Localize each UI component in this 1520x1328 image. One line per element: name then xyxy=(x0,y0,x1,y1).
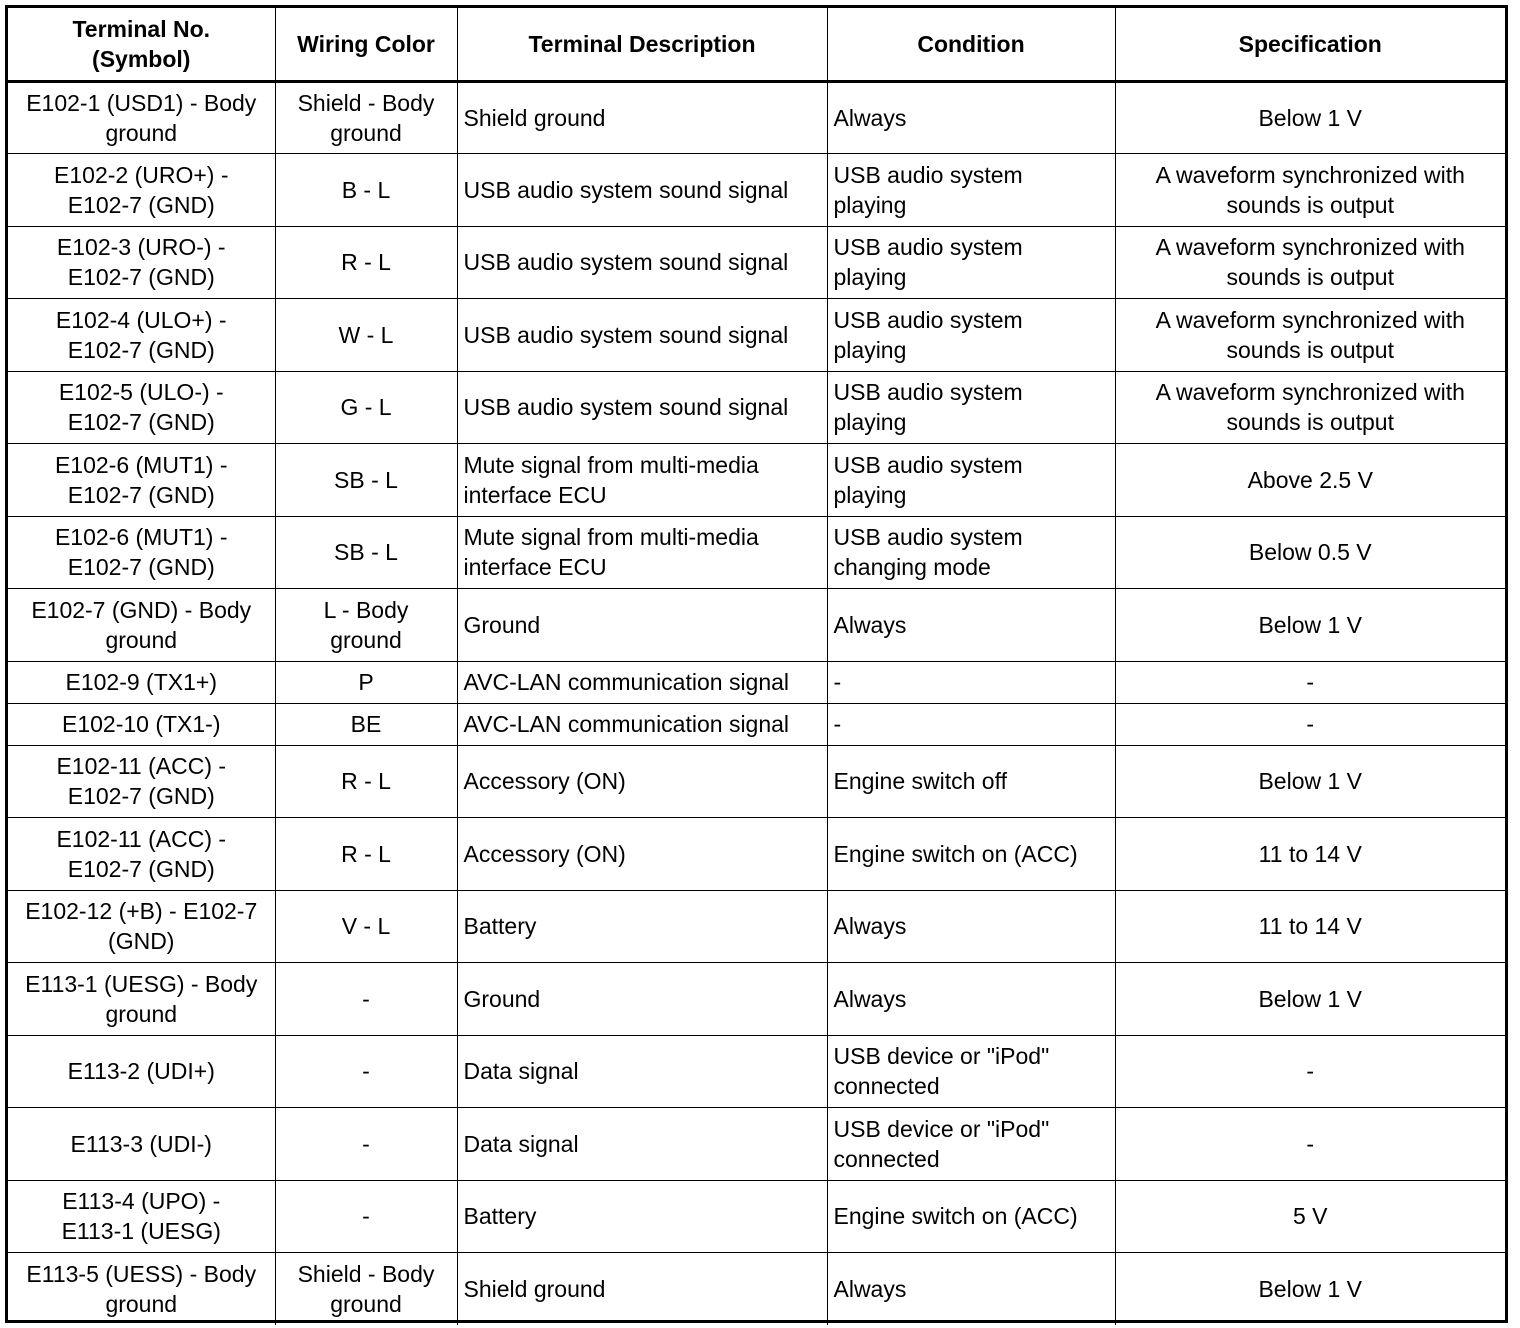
cell-terminal-description: USB audio system sound signal xyxy=(457,226,827,299)
cell-specification: - xyxy=(1115,1035,1505,1108)
cell-condition: USB audio system playing xyxy=(827,226,1115,299)
cell-specification: - xyxy=(1115,661,1505,703)
table-row xyxy=(8,745,1505,818)
table-row xyxy=(8,1108,1505,1181)
cell-terminal: E102-7 (GND) - Body ground xyxy=(8,589,275,662)
cell-terminal: E113-1 (UESG) - Body ground xyxy=(8,963,275,1036)
cell-terminal: E102-10 (TX1-) xyxy=(8,703,275,745)
table-row xyxy=(8,444,1505,517)
cell-terminal-description: Accessory (ON) xyxy=(457,745,827,818)
cell-condition: USB audio system playing xyxy=(827,299,1115,372)
cell-terminal-description: Battery xyxy=(457,1180,827,1253)
cell-condition: Engine switch on (ACC) xyxy=(827,1180,1115,1253)
cell-terminal-description: Shield ground xyxy=(457,81,827,154)
cell-specification: - xyxy=(1115,1108,1505,1181)
table-row xyxy=(8,1180,1505,1253)
cell-specification: - xyxy=(1115,703,1505,745)
cell-specification: 11 to 14 V xyxy=(1115,890,1505,963)
cell-terminal: E102-4 (ULO+) - E102-7 (GND) xyxy=(8,299,275,372)
cell-condition: Engine switch on (ACC) xyxy=(827,818,1115,891)
cell-specification: Below 1 V xyxy=(1115,745,1505,818)
cell-terminal: E102-11 (ACC) - E102-7 (GND) xyxy=(8,745,275,818)
table-row xyxy=(8,154,1505,227)
table-row xyxy=(8,1035,1505,1108)
cell-terminal: E102-5 (ULO-) - E102-7 (GND) xyxy=(8,371,275,444)
header-specification: Specification xyxy=(1115,8,1505,81)
cell-terminal: E102-6 (MUT1) - E102-7 (GND) xyxy=(8,516,275,589)
cell-terminal: E113-4 (UPO) - E113-1 (UESG) xyxy=(8,1180,275,1253)
cell-terminal-description: Mute signal from multi-media interface ECU xyxy=(457,444,827,517)
table-row xyxy=(8,818,1505,891)
cell-specification: A waveform synchronized with sounds is output xyxy=(1115,154,1505,227)
cell-terminal-description: USB audio system sound signal xyxy=(457,154,827,227)
cell-terminal-description: Mute signal from multi-media interface ECU xyxy=(457,516,827,589)
cell-terminal: E102-1 (USD1) - Body ground xyxy=(8,81,275,154)
cell-terminal-description: AVC-LAN communication signal xyxy=(457,661,827,703)
cell-wiring-color: W - L xyxy=(275,299,457,372)
terminal-table xyxy=(5,5,1508,1323)
cell-wiring-color: BE xyxy=(275,703,457,745)
cell-wiring-color: Shield - Body ground xyxy=(275,81,457,154)
cell-terminal-description: AVC-LAN communication signal xyxy=(457,703,827,745)
cell-specification: 11 to 14 V xyxy=(1115,818,1505,891)
cell-specification: Below 1 V xyxy=(1115,1253,1505,1326)
cell-terminal: E102-12 (+B) - E102-7 (GND) xyxy=(8,890,275,963)
cell-terminal: E113-5 (UESS) - Body ground xyxy=(8,1253,275,1326)
cell-specification: Below 0.5 V xyxy=(1115,516,1505,589)
cell-terminal: E113-3 (UDI-) xyxy=(8,1108,275,1181)
cell-specification: Below 1 V xyxy=(1115,589,1505,662)
cell-condition: Always xyxy=(827,589,1115,662)
table-row xyxy=(8,963,1505,1036)
cell-specification: Above 2.5 V xyxy=(1115,444,1505,517)
terminal-spec-table xyxy=(8,8,1505,1325)
cell-wiring-color: - xyxy=(275,1035,457,1108)
cell-condition: - xyxy=(827,661,1115,703)
cell-terminal-description: Shield ground xyxy=(457,1253,827,1326)
cell-wiring-color: G - L xyxy=(275,371,457,444)
table-row xyxy=(8,299,1505,372)
cell-specification: A waveform synchronized with sounds is output xyxy=(1115,226,1505,299)
table-row xyxy=(8,1253,1505,1326)
cell-terminal: E102-2 (URO+) - E102-7 (GND) xyxy=(8,154,275,227)
cell-condition: Always xyxy=(827,890,1115,963)
cell-condition: - xyxy=(827,703,1115,745)
cell-wiring-color: - xyxy=(275,1108,457,1181)
cell-condition: Always xyxy=(827,81,1115,154)
cell-specification: Below 1 V xyxy=(1115,963,1505,1036)
cell-specification: 5 V xyxy=(1115,1180,1505,1253)
cell-terminal-description: Data signal xyxy=(457,1035,827,1108)
cell-terminal-description: Ground xyxy=(457,589,827,662)
cell-terminal-description: USB audio system sound signal xyxy=(457,371,827,444)
cell-terminal-description: USB audio system sound signal xyxy=(457,299,827,372)
table-header xyxy=(8,8,1505,81)
table-row xyxy=(8,226,1505,299)
cell-wiring-color: SB - L xyxy=(275,444,457,517)
cell-condition: USB device or "iPod" connected xyxy=(827,1108,1115,1181)
header-condition: Condition xyxy=(827,8,1115,81)
cell-wiring-color: - xyxy=(275,1180,457,1253)
cell-terminal-description: Data signal xyxy=(457,1108,827,1181)
header-row xyxy=(8,8,1505,81)
table-row xyxy=(8,661,1505,703)
cell-wiring-color: B - L xyxy=(275,154,457,227)
cell-terminal: E113-2 (UDI+) xyxy=(8,1035,275,1108)
cell-wiring-color: L - Body ground xyxy=(275,589,457,662)
header-terminal: Terminal No. (Symbol) xyxy=(8,8,275,81)
cell-terminal: E102-9 (TX1+) xyxy=(8,661,275,703)
cell-terminal: E102-11 (ACC) - E102-7 (GND) xyxy=(8,818,275,891)
cell-condition: Engine switch off xyxy=(827,745,1115,818)
table-row xyxy=(8,81,1505,154)
header-wiring-color: Wiring Color xyxy=(275,8,457,81)
cell-wiring-color: Shield - Body ground xyxy=(275,1253,457,1326)
cell-terminal-description: Ground xyxy=(457,963,827,1036)
table-row xyxy=(8,589,1505,662)
cell-condition: USB audio system playing xyxy=(827,371,1115,444)
cell-wiring-color: - xyxy=(275,963,457,1036)
cell-specification: Below 1 V xyxy=(1115,81,1505,154)
cell-terminal-description: Battery xyxy=(457,890,827,963)
cell-terminal: E102-3 (URO-) - E102-7 (GND) xyxy=(8,226,275,299)
cell-wiring-color: SB - L xyxy=(275,516,457,589)
cell-condition: USB audio system changing mode xyxy=(827,516,1115,589)
cell-condition: USB audio system playing xyxy=(827,154,1115,227)
table-body xyxy=(8,81,1505,1325)
table-row xyxy=(8,371,1505,444)
table-row xyxy=(8,703,1505,745)
cell-condition: USB audio system playing xyxy=(827,444,1115,517)
cell-terminal: E102-6 (MUT1) - E102-7 (GND) xyxy=(8,444,275,517)
cell-wiring-color: R - L xyxy=(275,226,457,299)
cell-wiring-color: R - L xyxy=(275,745,457,818)
table-row xyxy=(8,890,1505,963)
cell-specification: A waveform synchronized with sounds is output xyxy=(1115,371,1505,444)
header-terminal-description: Terminal Description xyxy=(457,8,827,81)
cell-wiring-color: P xyxy=(275,661,457,703)
cell-specification: A waveform synchronized with sounds is output xyxy=(1115,299,1505,372)
cell-condition: USB device or "iPod" connected xyxy=(827,1035,1115,1108)
cell-wiring-color: V - L xyxy=(275,890,457,963)
table-row xyxy=(8,516,1505,589)
cell-condition: Always xyxy=(827,1253,1115,1326)
cell-terminal-description: Accessory (ON) xyxy=(457,818,827,891)
cell-condition: Always xyxy=(827,963,1115,1036)
cell-wiring-color: R - L xyxy=(275,818,457,891)
